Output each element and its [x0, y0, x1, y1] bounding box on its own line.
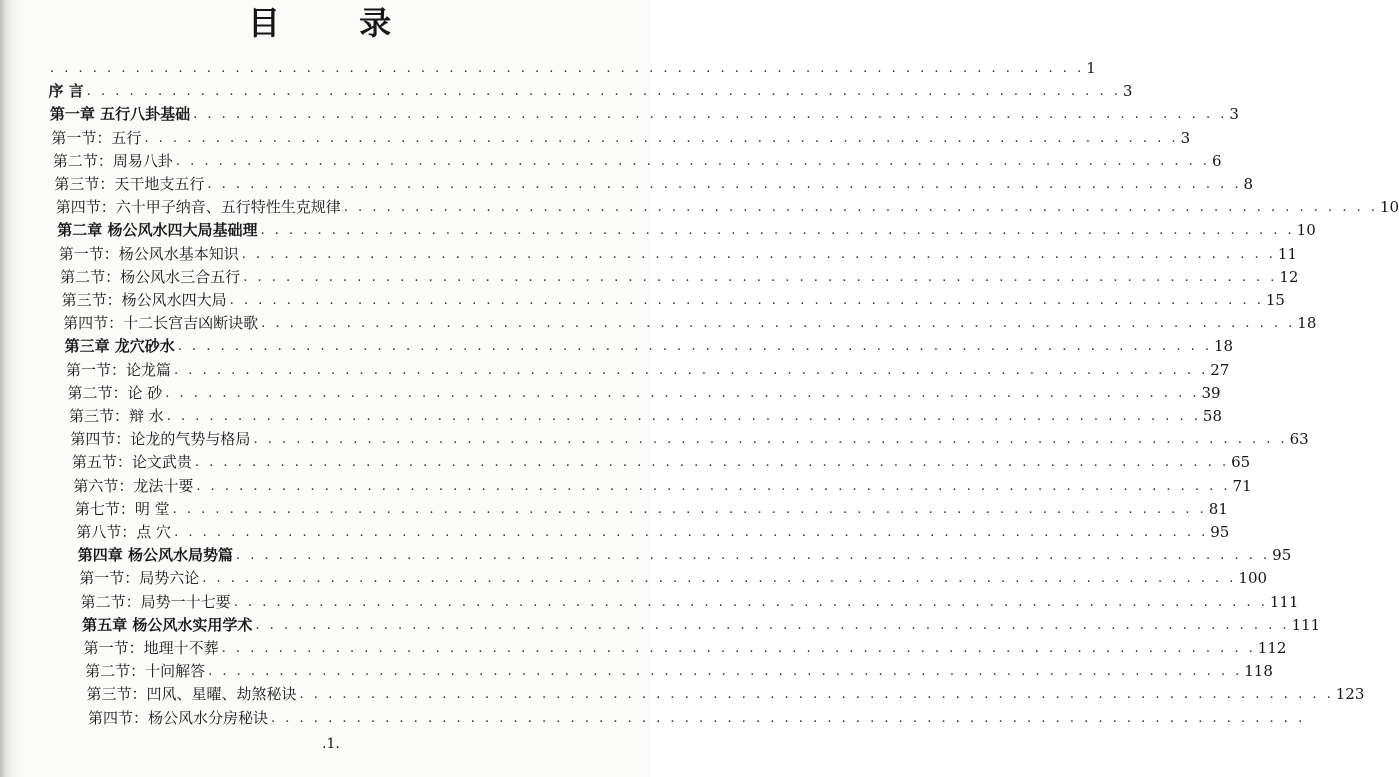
toc-dot-leader: . . . . . . . . . . . . . . . . . . . . . . . . . . . . . . . . . . . . . . . . . . . . . . . . . . . . . . . . . . . . . . . . . . . . . . . . .: [241, 246, 1276, 262]
toc-entry-label: 第四节：论龙的气势与格局: [70, 430, 251, 449]
toc-dot-leader: . . . . . . . . . . . . . . . . . . . . . . . . . . . . . . . . . . . . . . . . . . . . . . . . . . . . . . . . . . . . . . . . . . . . . . . . .: [172, 501, 1207, 517]
toc-page-number: 100: [1238, 569, 1268, 588]
toc-dot-leader: . . . . . . . . . . . . . . . . . . . . . . . . . . . . . . . . . . . . . . . . . . . . . . . . . . . . . . . . . . . . . . . . . . . . . . . . .: [271, 710, 1306, 726]
toc-dot-leader: . . . . . . . . . . . . . . . . . . . . . . . . . . . . . . . . . . . . . . . . . . . . . . . . . . . . . . . . . . . . . . . . . . . . . . . . .: [193, 107, 1228, 123]
toc-entry-label: 第二章 杨公风水四大局基础理: [57, 221, 258, 240]
toc-chapter-row: [64, 335, 1234, 356]
toc-dot-leader: . . . . . . . . . . . . . . . . . . . . . . . . . . . . . . . . . . . . . . . . . . . . . . . . . . . . . . . . . . . . . . . . . . . . . . . . .: [207, 177, 1242, 192]
toc-entry-label: 第二节：论 砂: [67, 383, 163, 402]
toc-dot-leader: . . . . . . . . . . . . . . . . . . . . . . . . . . . . . . . . . . . . . . . . . . . . . . . . . . . . . . . . . . . . . . . . . . . . . . . . .: [177, 339, 1212, 355]
toc-dot-leader: . . . . . . . . . . . . . . . . . . . . . . . . . . . . . . . . . . . . . . . . . . . . . . . . . . . . . . . . . . . . . . . . . . . . . . . . .: [196, 478, 1231, 494]
toc-entry-label: 第一节：地理十不葬: [83, 639, 219, 657]
toc-entry-label: 第二节：十问解答: [85, 662, 206, 681]
toc-section-row: [61, 289, 1285, 310]
toc-dot-leader: . . . . . . . . . . . . . . . . . . . . . . . . . . . . . . . . . . . . . . . . . . . . . . . . . . . . . . . . . . . . . . . . . . . . . . . . .: [50, 61, 1085, 76]
toc-dot-leader: . . . . . . . . . . . . . . . . . . . . . . . . . . . . . . . . . . . . . . . . . . . . . . . . . . . . . . . . . . . . . . . . . . . . . . . . .: [194, 455, 1230, 471]
page-number: .1.: [322, 736, 340, 752]
toc-dot-leader: . . . . . . . . . . . . . . . . . . . . . . . . . . . . . . . . . . . . . . . . . . . . . . . . . . . . . . . . . . . . . . . . . . . . . . . . .: [235, 548, 1271, 564]
toc-chapter-row: [77, 544, 1292, 565]
toc-entry-label: 第五章 杨公风水实用学术: [82, 615, 253, 634]
toc-section-row: [86, 683, 1365, 704]
toc-page-number: 3: [1229, 105, 1239, 124]
toc-dot-leader: . . . . . . . . . . . . . . . . . . . . . . . . . . . . . . . . . . . . . . . . . . . . . . . . . . . . . . . . . . . . . . . . . . . . . . . . .: [174, 362, 1209, 378]
toc-dot-leader: . . . . . . . . . . . . . . . . . . . . . . . . . . . . . . . . . . . . . . . . . . . . . . . . . . . . . . . . . . . . . . . . . . . . . . . . .: [229, 293, 1264, 308]
toc-entry-label: 第一节：杨公风水基本知识: [58, 244, 239, 263]
toc-entry-label: 第六节：龙法十要: [73, 476, 194, 495]
toc-dot-leader: . . . . . . . . . . . . . . . . . . . . . . . . . . . . . . . . . . . . . . . . . . . . . . . . . . . . . . . . . . . . . . . . . . . . . . . . .: [86, 84, 1121, 100]
toc-entry-label: 第二节：杨公风水三合五行: [60, 267, 241, 286]
toc-chapter-row: [48, 80, 1133, 101]
toc-chapter-row: [57, 219, 1316, 240]
toc-page-number: 63: [1289, 430, 1309, 449]
toc-section-row: [47, 57, 1096, 78]
toc-page-number: 111: [1291, 615, 1321, 634]
toc-page-number: 18: [1297, 314, 1317, 333]
toc-section-row: [58, 243, 1297, 264]
page-title: 目 录: [248, 4, 426, 42]
toc-section-row: [74, 498, 1228, 519]
toc-page-number: 65: [1231, 453, 1251, 472]
toc-entry-label: 第二节：局势一十七要: [80, 592, 231, 611]
toc-page-number: 118: [1244, 662, 1273, 681]
toc-page-number: 18: [1213, 337, 1234, 356]
toc-page-number: 39: [1201, 383, 1221, 402]
toc-dot-leader: . . . . . . . . . . . . . . . . . . . . . . . . . . . . . . . . . . . . . . . . . . . . . . . . . . . . . . . . . . . . . . . . . . . . . . . . .: [253, 432, 1288, 448]
toc-dot-leader: . . . . . . . . . . . . . . . . . . . . . . . . . . . . . . . . . . . . . . . . . . . . . . . . . . . . . . . . . . . . . . . . . . . . . . . . .: [144, 130, 1179, 146]
toc-entry-label: 第八节：点 穴: [76, 523, 172, 541]
toc-entry-label: 第三节：杨公风水四大局: [61, 291, 227, 309]
toc-section-row: [60, 266, 1299, 287]
toc-section-row: [73, 475, 1252, 496]
toc-entry-label: 第二节：周易八卦: [52, 151, 173, 170]
toc-page-number: 11: [1277, 244, 1297, 263]
toc-page-number: 3: [1122, 82, 1133, 101]
toc-entry-label: 第三节：辩 水: [68, 407, 164, 425]
toc-entry-label: 第一节：论龙篇: [66, 360, 172, 379]
toc-page-number: 8: [1243, 175, 1254, 193]
toc-entry-label: 第四章 杨公风水局势篇: [77, 546, 233, 565]
toc-page-number: 95: [1210, 523, 1230, 541]
toc-entry-label: 第三章 龙穴砂水: [64, 337, 175, 356]
toc-entry-label: 序 言: [48, 82, 84, 101]
toc-dot-leader: . . . . . . . . . . . . . . . . . . . . . . . . . . . . . . . . . . . . . . . . . . . . . . . . . . . . . . . . . . . . . . . . . . . . . . . . .: [174, 525, 1209, 540]
toc-entry-label: 第七节：明 堂: [74, 499, 170, 518]
toc-section-row: [70, 428, 1309, 449]
toc-section-row: [80, 591, 1299, 612]
toc-dot-leader: . . . . . . . . . . . . . . . . . . . . . . . . . . . . . . . . . . . . . . . . . . . . . . . . . . . . . . . . . . . . . . . . . . . . . . . . .: [165, 385, 1200, 401]
toc-dot-leader: . . . . . . . . . . . . . . . . . . . . . . . . . . . . . . . . . . . . . . . . . . . . . . . . . . . . . . . . . . . . . . . . . . . . . . . . .: [243, 269, 1278, 285]
toc-page-number: 123: [1335, 685, 1365, 704]
toc-section-row: [85, 660, 1273, 681]
toc-page-number: 58: [1202, 407, 1223, 425]
toc-page-number: 10: [1379, 198, 1399, 217]
toc-section-row: [52, 150, 1222, 171]
toc-dot-leader: . . . . . . . . . . . . . . . . . . . . . . . . . . . . . . . . . . . . . . . . . . . . . . . . . . . . . . . . . . . . . . . . . . . . . . . . .: [299, 687, 1334, 703]
toc-page-number: 112: [1257, 639, 1287, 657]
toc-dot-leader: . . . . . . . . . . . . . . . . . . . . . . . . . . . . . . . . . . . . . . . . . . . . . . . . . . . . . . . . . . . . . . . . . . . . . . . . .: [343, 200, 1378, 216]
toc-page-number: 95: [1272, 546, 1292, 565]
toc-page-number: 81: [1208, 499, 1228, 518]
toc-page-number: 10: [1296, 221, 1316, 240]
toc-section-row: [55, 196, 1399, 217]
toc-dot-leader: . . . . . . . . . . . . . . . . . . . . . . . . . . . . . . . . . . . . . . . . . . . . . . . . . . . . . . . . . . . . . . . . . . . . . . . . .: [166, 409, 1201, 424]
toc-section-row: [51, 127, 1191, 148]
toc-page-number: 71: [1232, 476, 1252, 495]
toc-section-row: [71, 451, 1251, 472]
toc-entry-label: 第一节：五行: [51, 128, 142, 147]
toc-section-row: [63, 312, 1317, 333]
toc-page-number: 111: [1269, 592, 1299, 611]
toc-dot-leader: . . . . . . . . . . . . . . . . . . . . . . . . . . . . . . . . . . . . . . . . . . . . . . . . . . . . . . . . . . . . . . . . . . . . . . . . .: [221, 641, 1256, 656]
toc-dot-leader: . . . . . . . . . . . . . . . . . . . . . . . . . . . . . . . . . . . . . . . . . . . . . . . . . . . . . . . . . . . . . . . . . . . . . . . . .: [202, 571, 1237, 587]
toc-entry-label: 第三节：凹风、星曜、劫煞秘诀: [86, 685, 297, 704]
toc-page-number: 15: [1265, 291, 1285, 309]
toc-entry-label: 第一节：局势六论: [79, 569, 200, 588]
toc-entry-label: 第五节：论文武贵: [71, 453, 192, 472]
toc-section-row: [88, 707, 1306, 728]
toc-page-number: 3: [1180, 128, 1191, 147]
toc-chapter-row: [82, 614, 1321, 635]
toc-section-row: [66, 359, 1230, 380]
scan-shadow-edge: [0, 0, 24, 777]
toc-entry-label: 第三节：天干地支五行: [54, 175, 205, 193]
toc-entry-label: 第四节：十二长宫吉凶断诀歌: [63, 314, 259, 333]
toc-page-number: 12: [1279, 267, 1299, 286]
toc-section-row: [79, 567, 1268, 588]
toc-page-number: 1: [1086, 59, 1096, 77]
toc-page-number: 6: [1212, 151, 1222, 170]
toc-dot-leader: . . . . . . . . . . . . . . . . . . . . . . . . . . . . . . . . . . . . . . . . . . . . . . . . . . . . . . . . . . . . . . . . . . . . . . . . .: [175, 153, 1211, 169]
toc-dot-leader: . . . . . . . . . . . . . . . . . . . . . . . . . . . . . . . . . . . . . . . . . . . . . . . . . . . . . . . . . . . . . . . . . . . . . . . . .: [233, 594, 1268, 610]
toc-chapter-row: [49, 103, 1239, 124]
toc-entry-label: 第四节：六十甲子纳音、五行特性生克规律: [55, 198, 341, 217]
toc-page-number: 27: [1210, 360, 1230, 379]
toc-entry-label: 第一章 五行八卦基础: [49, 105, 191, 124]
toc-section-row: [76, 521, 1230, 542]
toc-section-row: [83, 637, 1287, 658]
toc-entry-label: 第四节：杨公风水分房秘诀: [88, 708, 269, 727]
toc-dot-leader: . . . . . . . . . . . . . . . . . . . . . . . . . . . . . . . . . . . . . . . . . . . . . . . . . . . . . . . . . . . . . . . . . . . . . . . . .: [255, 617, 1290, 633]
toc-dot-leader: . . . . . . . . . . . . . . . . . . . . . . . . . . . . . . . . . . . . . . . . . . . . . . . . . . . . . . . . . . . . . . . . . . . . . . . . .: [260, 223, 1295, 239]
toc-section-row: [68, 405, 1223, 426]
toc-dot-leader: . . . . . . . . . . . . . . . . . . . . . . . . . . . . . . . . . . . . . . . . . . . . . . . . . . . . . . . . . . . . . . . . . . . . . . . . .: [208, 664, 1243, 680]
toc-section-row: [54, 173, 1254, 194]
toc-section-row: [67, 382, 1221, 403]
toc-dot-leader: . . . . . . . . . . . . . . . . . . . . . . . . . . . . . . . . . . . . . . . . . . . . . . . . . . . . . . . . . . . . . . . . . . . . . . . . .: [261, 316, 1296, 332]
